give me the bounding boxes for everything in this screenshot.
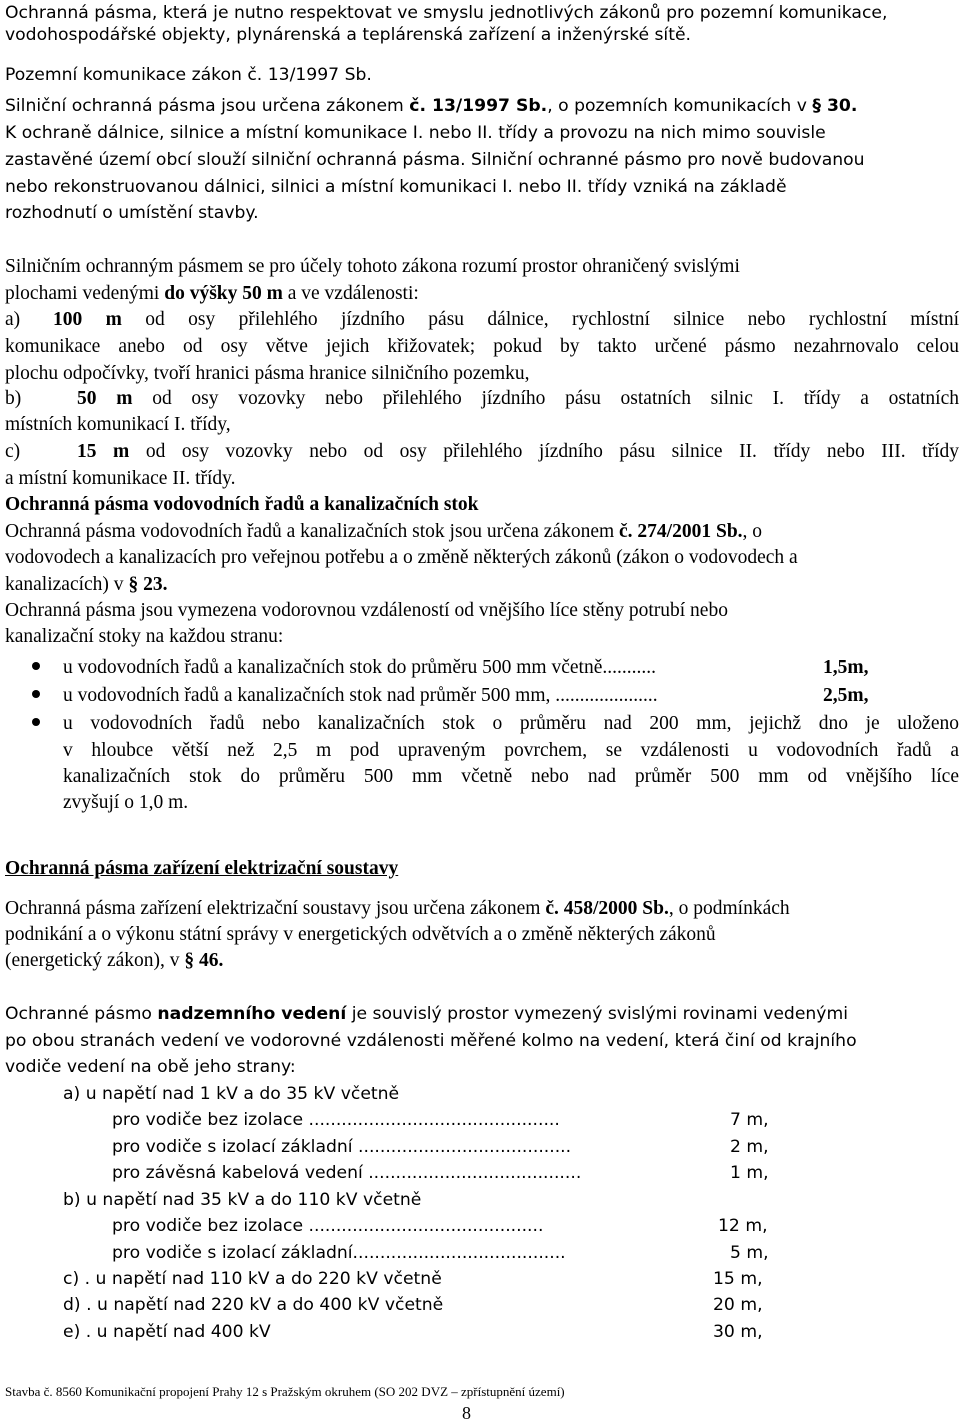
roads-item-b-line-2: místních komunikací I. třídy, xyxy=(5,414,231,435)
elec-a-item-1-text: pro vodiče bez izolace .............................................. xyxy=(112,1110,560,1130)
elec-d-value: 20 m, xyxy=(713,1295,763,1315)
elec-b-head: b) u napětí nad 35 kV a do 110 kV včetně xyxy=(63,1190,422,1210)
intro-line-2: vodohospodářské objekty, plynárenská a teplárenská zařízení a inženýrské sítě. xyxy=(5,25,691,45)
water-bullet-1-value: 1,5m, xyxy=(823,657,869,678)
roads-p2-line-1: Silničním ochranným pásmem se pro účely tohoto zákona rozumí prostor ohraničený svislými xyxy=(5,256,740,277)
roads-item-c-line-2: a místní komunikace II. třídy. xyxy=(5,468,236,489)
bullet-icon xyxy=(32,690,40,698)
elec-a-item-3-text: pro závěsná kabelová vedení ....................................... xyxy=(112,1163,582,1183)
water-bullet-3-line-1: u vodovodních řadů nebo kanalizačních stok o průměru nad 200 mm, jejichž dno je uloženo xyxy=(63,713,959,734)
roads-item-c: c) 15 m od osy vozovky nebo od osy přilehlého jízdního pásu silnice II. třídy nebo III. třídy xyxy=(5,441,960,462)
elec-e-value: 30 m, xyxy=(713,1322,763,1342)
roads-item-b: b) 50 m od osy vozovky nebo přilehlého jízdního pásu ostatních silnic I. třídy a ostatních xyxy=(5,388,960,409)
elec-a-item-3-value: 1 m, xyxy=(730,1163,769,1183)
intro-line-1: Ochranná pásma, která je nutno respektovat ve smyslu jednotlivých zákonů pro pozemní komunikace, xyxy=(5,3,888,23)
roads-item-a-line-2: komunikace anebo od osy větve jejich křižovatek; pokud by takto určené pásmo nezahrnovalo celou xyxy=(5,336,959,357)
elec-b-item-1-value: 12 m, xyxy=(718,1216,768,1236)
elec-a-head: a) u napětí nad 1 kV a do 35 kV včetně xyxy=(63,1084,400,1104)
elec-a-item-2-value: 2 m, xyxy=(730,1137,769,1157)
elec-line-3: (energetický zákon), v § 46. xyxy=(5,950,224,971)
water-bullet-3-line-4: zvyšují o 1,0 m. xyxy=(63,792,189,813)
water-line-1: Ochranná pásma vodovodních řadů a kanalizačních stok jsou určena zákonem č. 274/2001 Sb., o xyxy=(5,521,763,542)
elec-d-text: d) . u napětí nad 220 kV a do 400 kV včetně xyxy=(63,1295,444,1315)
elec-b-item-2-text: pro vodiče s izolací základní....................................... xyxy=(112,1243,566,1263)
roads-line-1: Silniční ochranná pásma jsou určena zákonem č. 13/1997 Sb., o pozemních komunikacích v § 30. xyxy=(5,96,858,116)
elec-p2-line-3: vodiče vedení na obě jeho strany: xyxy=(5,1057,296,1077)
elec-b-item-1-text: pro vodiče bez izolace ........................................... xyxy=(112,1216,544,1236)
page-number: 8 xyxy=(462,1403,471,1423)
water-bullet-3-line-2: v hloubce větší než 2,5 m pod upraveným povrchem, se vzdálenosti u vodovodních řadů a xyxy=(63,740,959,761)
roads-line-2: K ochraně dálnice, silnice a místní komunikace I. nebo II. třídy a provozu na nich mimo souvisle xyxy=(5,123,826,143)
elec-heading: Ochranná pásma zařízení elektrizační soustavy xyxy=(5,858,399,879)
elec-line-2: podnikání a o výkonu státní správy v energetických odvětvích a o změně některých zákonů xyxy=(5,924,716,945)
elec-a-item-2-text: pro vodiče s izolací základní ....................................... xyxy=(112,1137,572,1157)
water-heading: Ochranná pásma vodovodních řadů a kanalizačních stok xyxy=(5,494,479,515)
water-line-4: Ochranná pásma jsou vymezena vodorovnou vzdáleností od vnějšího líce stěny potrubí nebo xyxy=(5,600,728,621)
water-bullet-2-value: 2,5m, xyxy=(823,685,869,706)
water-line-5: kanalizační stoky na každou stranu: xyxy=(5,626,284,647)
elec-line-1: Ochranná pásma zařízení elektrizační soustavy jsou určena zákonem č. 458/2000 Sb., o podmínkách xyxy=(5,898,790,919)
elec-p2-line-2: po obou stranách vedení ve vodorovné vzdálenosti měřené kolmo na vedení, která činí od krajního xyxy=(5,1031,857,1051)
page-footer: Stavba č. 8560 Komunikační propojení Prahy 12 s Pražským okruhem (SO 202 DVZ – zpřístupnění území) xyxy=(5,1384,565,1399)
roads-line-5: rozhodnutí o umístění stavby. xyxy=(5,203,259,223)
roads-heading: Pozemní komunikace zákon č. 13/1997 Sb. xyxy=(5,65,372,85)
roads-p2-line-2: plochami vedenými do výšky 50 m a ve vzdálenosti: xyxy=(5,283,419,304)
elec-a-item-1-value: 7 m, xyxy=(730,1110,769,1130)
water-line-3: kanalizacích) v § 23. xyxy=(5,574,168,595)
elec-b-item-2-value: 5 m, xyxy=(730,1243,769,1263)
roads-line-3: zastavěné území obcí slouží silniční ochranná pásma. Silniční ochranné pásmo pro nově budovanou xyxy=(5,150,865,170)
elec-p2-line-1: Ochranné pásmo nadzemního vedení je souvislý prostor vymezený svislými rovinami vedenými xyxy=(5,1004,848,1024)
water-bullet-2-text: u vodovodních řadů a kanalizačních stok nad průměr 500 mm, ..................... xyxy=(63,685,658,706)
roads-item-a: a) 100 m od osy přilehlého jízdního pásu dálnice, rychlostní silnice nebo rychlostní místní xyxy=(5,309,959,330)
water-bullet-3-line-3: kanalizačních stok do průměru 500 mm včetně nebo nad průměr 500 mm od vnějšího líce xyxy=(63,766,959,787)
roads-line-4: nebo rekonstruovanou dálnici, silnici a místní komunikaci I. nebo II. třídy vzniká na základě xyxy=(5,177,787,197)
elec-e-text: e) . u napětí nad 400 kV xyxy=(63,1322,271,1342)
elec-c-value: 15 m, xyxy=(713,1269,763,1289)
bullet-icon xyxy=(32,662,40,670)
elec-c-text: c) . u napětí nad 110 kV a do 220 kV včetně xyxy=(63,1269,442,1289)
roads-item-a-line-3: plochu odpočívky, tvoří hranici pásma hranice silničního pozemku, xyxy=(5,363,530,384)
water-bullet-1-text: u vodovodních řadů a kanalizačních stok do průměru 500 mm včetně........... xyxy=(63,657,656,678)
bullet-icon xyxy=(32,718,40,726)
water-line-2: vodovodech a kanalizacích pro veřejnou potřebu a o změně některých zákonů (zákon o vodovodech a xyxy=(5,547,798,568)
